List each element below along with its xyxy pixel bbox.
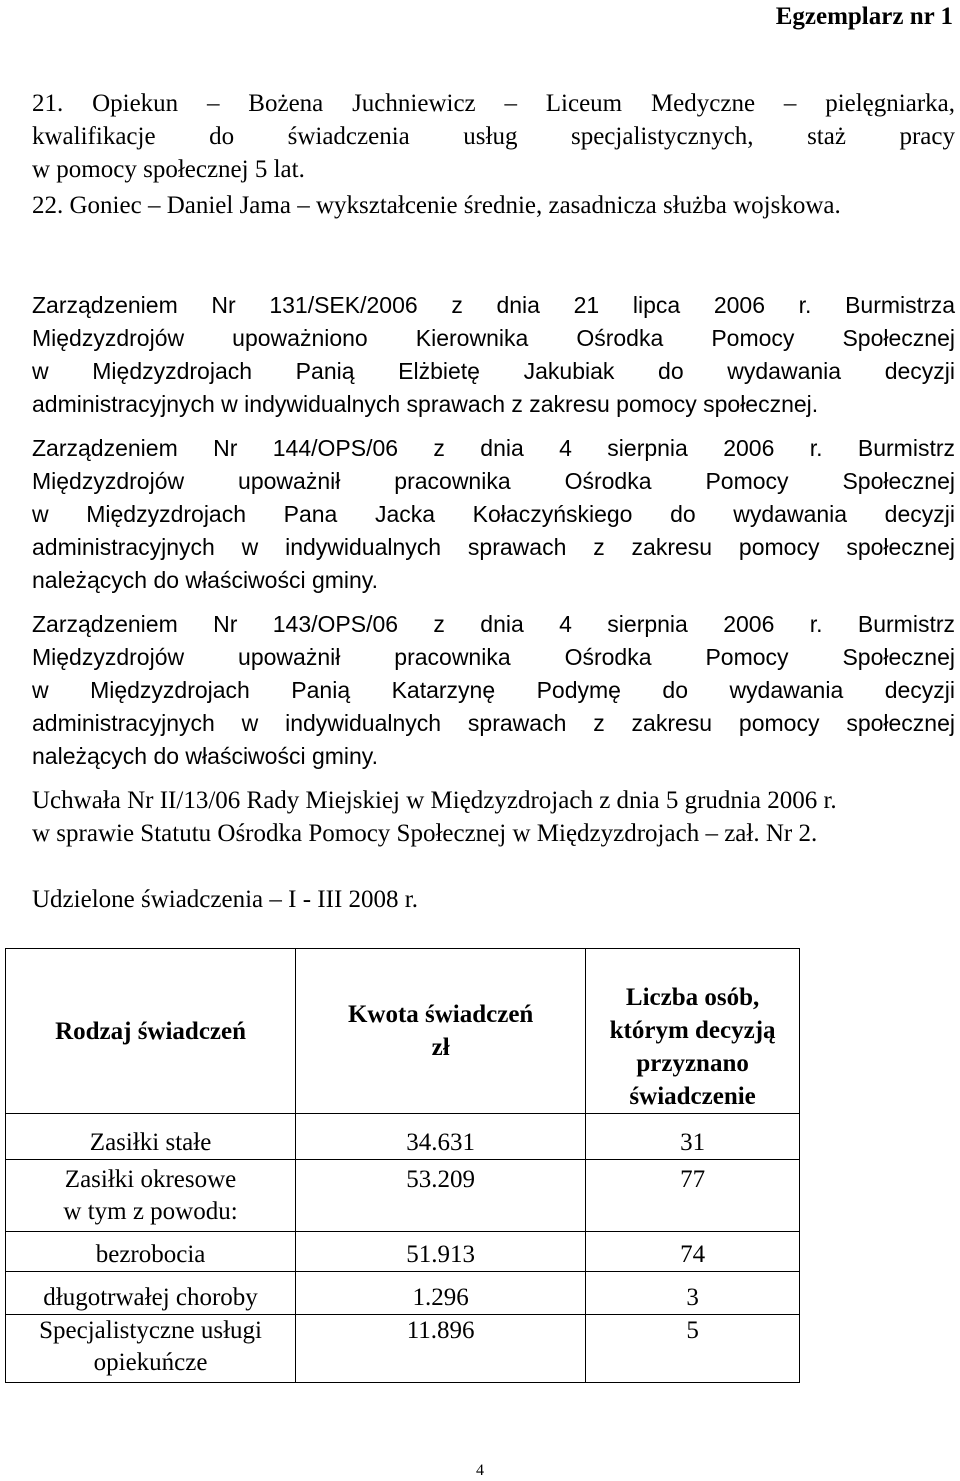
cell-type: Zasiłki stałe xyxy=(6,1114,296,1160)
cell-amount: 1.296 xyxy=(296,1272,586,1315)
text-line: Zarządzeniem Nr 144/OPS/06 z dnia 4 sierpnia 2006 r. Burmistrz xyxy=(32,435,955,461)
text-line: Międzyzdrojów upoważnił pracownika Ośrodka Pomocy Społecznej xyxy=(32,468,955,494)
table-row xyxy=(6,1315,800,1383)
cell-count: 3 xyxy=(586,1272,800,1315)
text-line: administracyjnych w indywidualnych sprawach z zakresu pomocy społecznej xyxy=(32,710,955,736)
header-text: przyznano xyxy=(636,1050,749,1077)
header-cell-amount xyxy=(296,949,586,1114)
cell-amount: 34.631 xyxy=(296,1114,586,1160)
header-text: Liczba osób, xyxy=(625,984,760,1011)
page-number: 4 xyxy=(476,1462,484,1479)
text-line: Zarządzeniem Nr 143/OPS/06 z dnia 4 sierpnia 2006 r. Burmistrz xyxy=(32,611,955,637)
text-line: Międzyzdrojów upoważnił pracownika Ośrodka Pomocy Społecznej xyxy=(32,644,955,670)
table-row xyxy=(6,1272,800,1315)
cell-amount: 51.913 xyxy=(296,1232,586,1272)
table-row xyxy=(6,1232,800,1272)
paragraph-item-22 xyxy=(32,189,955,222)
table-header-row xyxy=(6,949,800,1114)
text-line: w Międzyzdrojach Panią Katarzynę Podymę do wydawania decyzji xyxy=(32,677,955,703)
header-text: zł xyxy=(431,1034,450,1061)
cell-amount: 53.209 xyxy=(296,1160,586,1232)
cell-type: bezrobocia xyxy=(6,1232,296,1272)
paragraph-item-21 xyxy=(32,87,955,186)
text-line: administracyjnych w indywidualnych sprawach z zakresu pomocy społecznej. xyxy=(32,391,819,417)
header-text: świadczenie xyxy=(629,1083,756,1110)
cell-type xyxy=(6,1160,296,1232)
benefits-table xyxy=(5,948,800,1383)
cell-count: 5 xyxy=(586,1315,800,1383)
text-line: Uchwała Nr II/13/06 Rady Miejskiej w Międzyzdrojach z dnia 5 grudnia 2006 r. xyxy=(32,787,837,814)
cell-text: opiekuńcze xyxy=(93,1349,208,1376)
table-row xyxy=(6,1114,800,1160)
text-line: 21. Opiekun – Bożena Juchniewicz – Liceum Medyczne – pielęgniarka, xyxy=(32,90,955,117)
section-title-benefits xyxy=(32,883,955,916)
paragraph-resolution xyxy=(32,784,955,850)
text-line: należących do właściwości gminy. xyxy=(32,567,378,593)
cell-text: Specjalistyczne usługi xyxy=(39,1317,262,1344)
paragraph-order-144 xyxy=(32,432,955,597)
cell-type xyxy=(6,1315,296,1383)
text-line: administracyjnych w indywidualnych sprawach z zakresu pomocy społecznej xyxy=(32,534,955,560)
header-text: Kwota świadczeń xyxy=(347,1001,534,1028)
cell-amount: 11.896 xyxy=(296,1315,586,1383)
copy-label: Egzemplarz nr 1 xyxy=(775,3,953,30)
cell-text: w tym z powodu: xyxy=(63,1198,238,1225)
header-text: którym decyzją xyxy=(609,1017,776,1044)
text-line: Zarządzeniem Nr 131/SEK/2006 z dnia 21 lipca 2006 r. Burmistrza xyxy=(32,292,955,318)
cell-count: 74 xyxy=(586,1232,800,1272)
table-row xyxy=(6,1160,800,1232)
cell-type: długotrwałej choroby xyxy=(6,1272,296,1315)
header-text: Rodzaj świadczeń xyxy=(55,1017,247,1045)
text-line: 22. Goniec – Daniel Jama – wykształcenie średnie, zasadnicza służba wojskowa. xyxy=(32,192,841,219)
cell-text: Zasiłki okresowe xyxy=(64,1166,237,1193)
text-line: kwalifikacje do świadczenia usług specjalistycznych, staż pracy xyxy=(32,123,955,150)
text-line: należących do właściwości gminy. xyxy=(32,743,378,769)
cell-count: 31 xyxy=(586,1114,800,1160)
cell-count: 77 xyxy=(586,1160,800,1232)
text-line: w Międzyzdrojach Panią Elżbietę Jakubiak do wydawania decyzji xyxy=(32,358,955,384)
paragraph-order-143 xyxy=(32,608,955,773)
header-cell-type xyxy=(6,949,296,1114)
text-line: Udzielone świadczenia – I - III 2008 r. xyxy=(32,886,418,913)
text-line: w pomocy społecznej 5 lat. xyxy=(32,156,305,183)
text-line: Międzyzdrojów upoważniono Kierownika Ośrodka Pomocy Społecznej xyxy=(32,325,955,351)
paragraph-order-131 xyxy=(32,289,955,421)
header-cell-count xyxy=(586,949,800,1114)
text-line: w sprawie Statutu Ośrodka Pomocy Społecznej w Międzyzdrojach – zał. Nr 2. xyxy=(32,820,818,847)
text-line: w Międzyzdrojach Pana Jacka Kołaczyńskiego do wydawania decyzji xyxy=(32,501,955,527)
